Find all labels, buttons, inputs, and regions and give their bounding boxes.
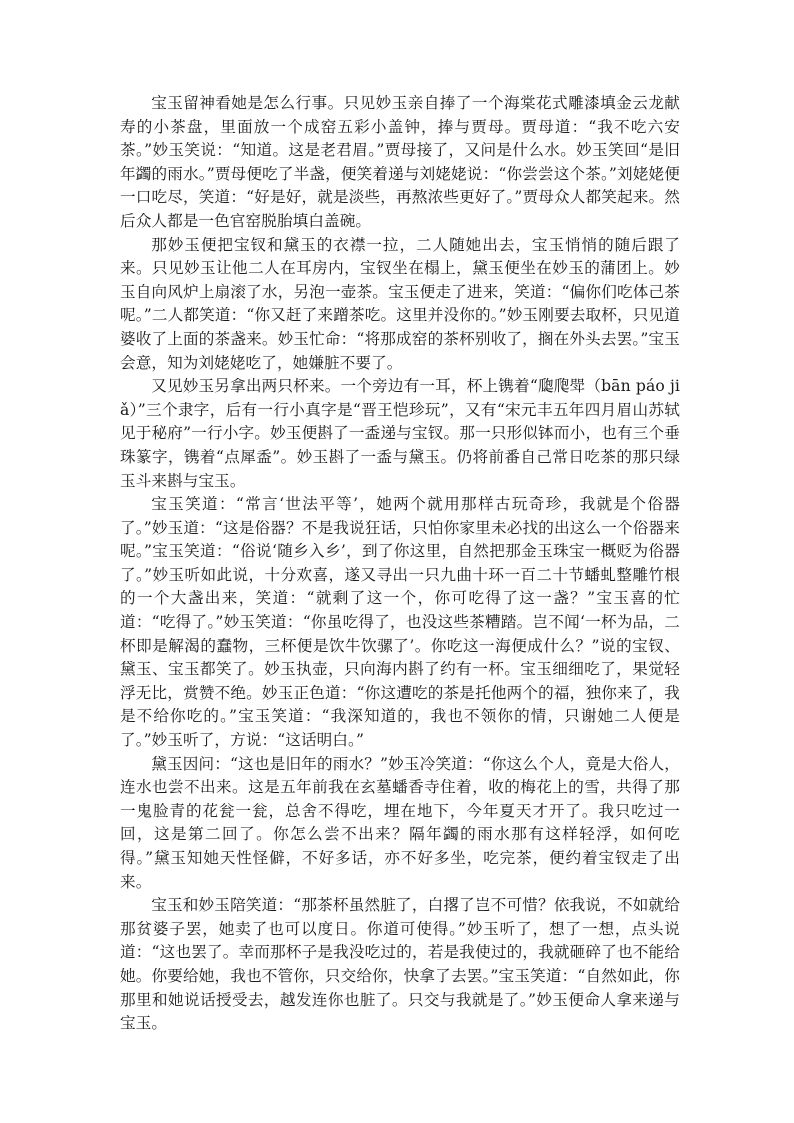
paragraph-6: 宝玉和妙玉陪笑道：“那茶杯虽然脏了，白撂了岂不可惜？依我说，不如就给那贫婆子罢，她卖了也可以度日。你道可使得。”妙玉听了，想了一想，点头说道：“这也罢了。幸而那杯子是我没吃过的，若是我使过的，我就砸碎了也不能给她。你要给她，我也不管你，只交给你，快拿了去罢。”宝玉笑道：“自然如此，你那里和她说话授受去，越发连你也脏了。只交与我就是了。”妙玉便命人拿来递与宝玉。 xyxy=(120,896,680,1033)
paragraph-4: 宝玉笑道：“常言‘世法平等’，她两个就用那样古玩奇珍，我就是个俗器了。”妙玉道：“这是俗器？不是我说狂话，只怕你家里未必找的出这么一个俗器来呢。”宝玉笑道：“俗说‘随乡入乡’，到了你这里，自然把那金玉珠宝一概贬为俗器了。”妙玉听如此说，十分欢喜，遂又寻出一只九曲十环一百二十节蟠虬整雕竹根的一个大盏出来，笑道：“就剩了这一个，你可吃得了这一盏？”宝玉喜的忙道：“吃得了。”妙玉笑道：“你虽吃得了，也没这些茶糟踏。岂不闻‘一杯为品，二杯即是解渴的蠢物，三杯便是饮牛饮骡了’。你吃这一海便成什么？”说的宝钗、黛玉、宝玉都笑了。妙玉执壶，只向海内斟了约有一杯。宝玉细细吃了，果觉轻浮无比，赏赞不绝。妙玉正色道：“你这遭吃的茶是托他两个的福，独你来了，我是不给你吃的。”宝玉笑道：“我深知道的，我也不领你的情，只谢她二人便是了。”妙玉听了，方说：“这话明白。” xyxy=(120,495,680,750)
paragraph-5: 黛玉因问：“这也是旧年的雨水？”妙玉冷笑道：“你这么个人，竟是大俗人，连水也尝不出来。这是五年前我在玄墓蟠香寺住着，收的梅花上的雪，共得了那一鬼脸青的花瓮一瓮，总舍不得吃，埋在地下，今年夏天才开了。我只吃过一回，这是第二回了。你怎么尝不出来？隔年蠲的雨水那有这样轻浮，如何吃得。”黛玉知她天性怪僻，不好多话，亦不好多坐，吃完茶，便约着宝钗走了出来。 xyxy=(120,754,680,891)
paragraph-3: 又见妙玉另拿出两只杯来。一个旁边有一耳，杯上镌着“瓟爮斝（bān páo jiǎ）”三个隶字，后有一行小真字是“晋王恺珍玩”，又有“宋元丰五年四月眉山苏轼见于秘府”一行小字。妙玉便斟了一盉递与宝钗。那一只形似钵而小，也有三个垂珠篆字，镌着“点犀盉”。妙玉斟了一盉与黛玉。仍将前番自己常日吃茶的那只绿玉斗来斟与宝玉。 xyxy=(120,377,680,490)
document-page xyxy=(120,92,680,1036)
paragraph-2: 那妙玉便把宝钗和黛玉的衣襟一拉，二人随她出去，宝玉悄悄的随后跟了来。只见妙玉让他二人在耳房内，宝钗坐在榻上，黛玉便坐在妙玉的蒲团上。妙玉自向风炉上扇滚了水，另泡一壶茶。宝玉便走了进来，笑道：“偏你们吃体己茶呢。”二人都笑道：“你又赶了来蹭茶吃。这里并没你的。”妙玉刚要去取杯，只见道婆收了上面的茶盏来。妙玉忙命：“将那成窑的茶杯别收了，搁在外头去罢。”宝玉会意，知为刘姥姥吃了，她嫌脏不要了。 xyxy=(120,235,680,372)
paragraph-1: 宝玉留神看她是怎么行事。只见妙玉亲自捧了一个海棠花式雕漆填金云龙献寿的小茶盘，里面放一个成窑五彩小盖钟，捧与贾母。贾母道：“我不吃六安茶。”妙玉笑说：“知道。这是老君眉。”贾母接了，又问是什么水。妙玉笑回“是旧年蠲的雨水。”贾母便吃了半盏，便笑着递与刘姥姥说：“你尝尝这个茶。”刘姥姥便一口吃尽，笑道：“好是好，就是淡些，再熬浓些更好了。”贾母众人都笑起来。然后众人都是一色官窑脱胎填白盖碗。 xyxy=(120,94,680,230)
